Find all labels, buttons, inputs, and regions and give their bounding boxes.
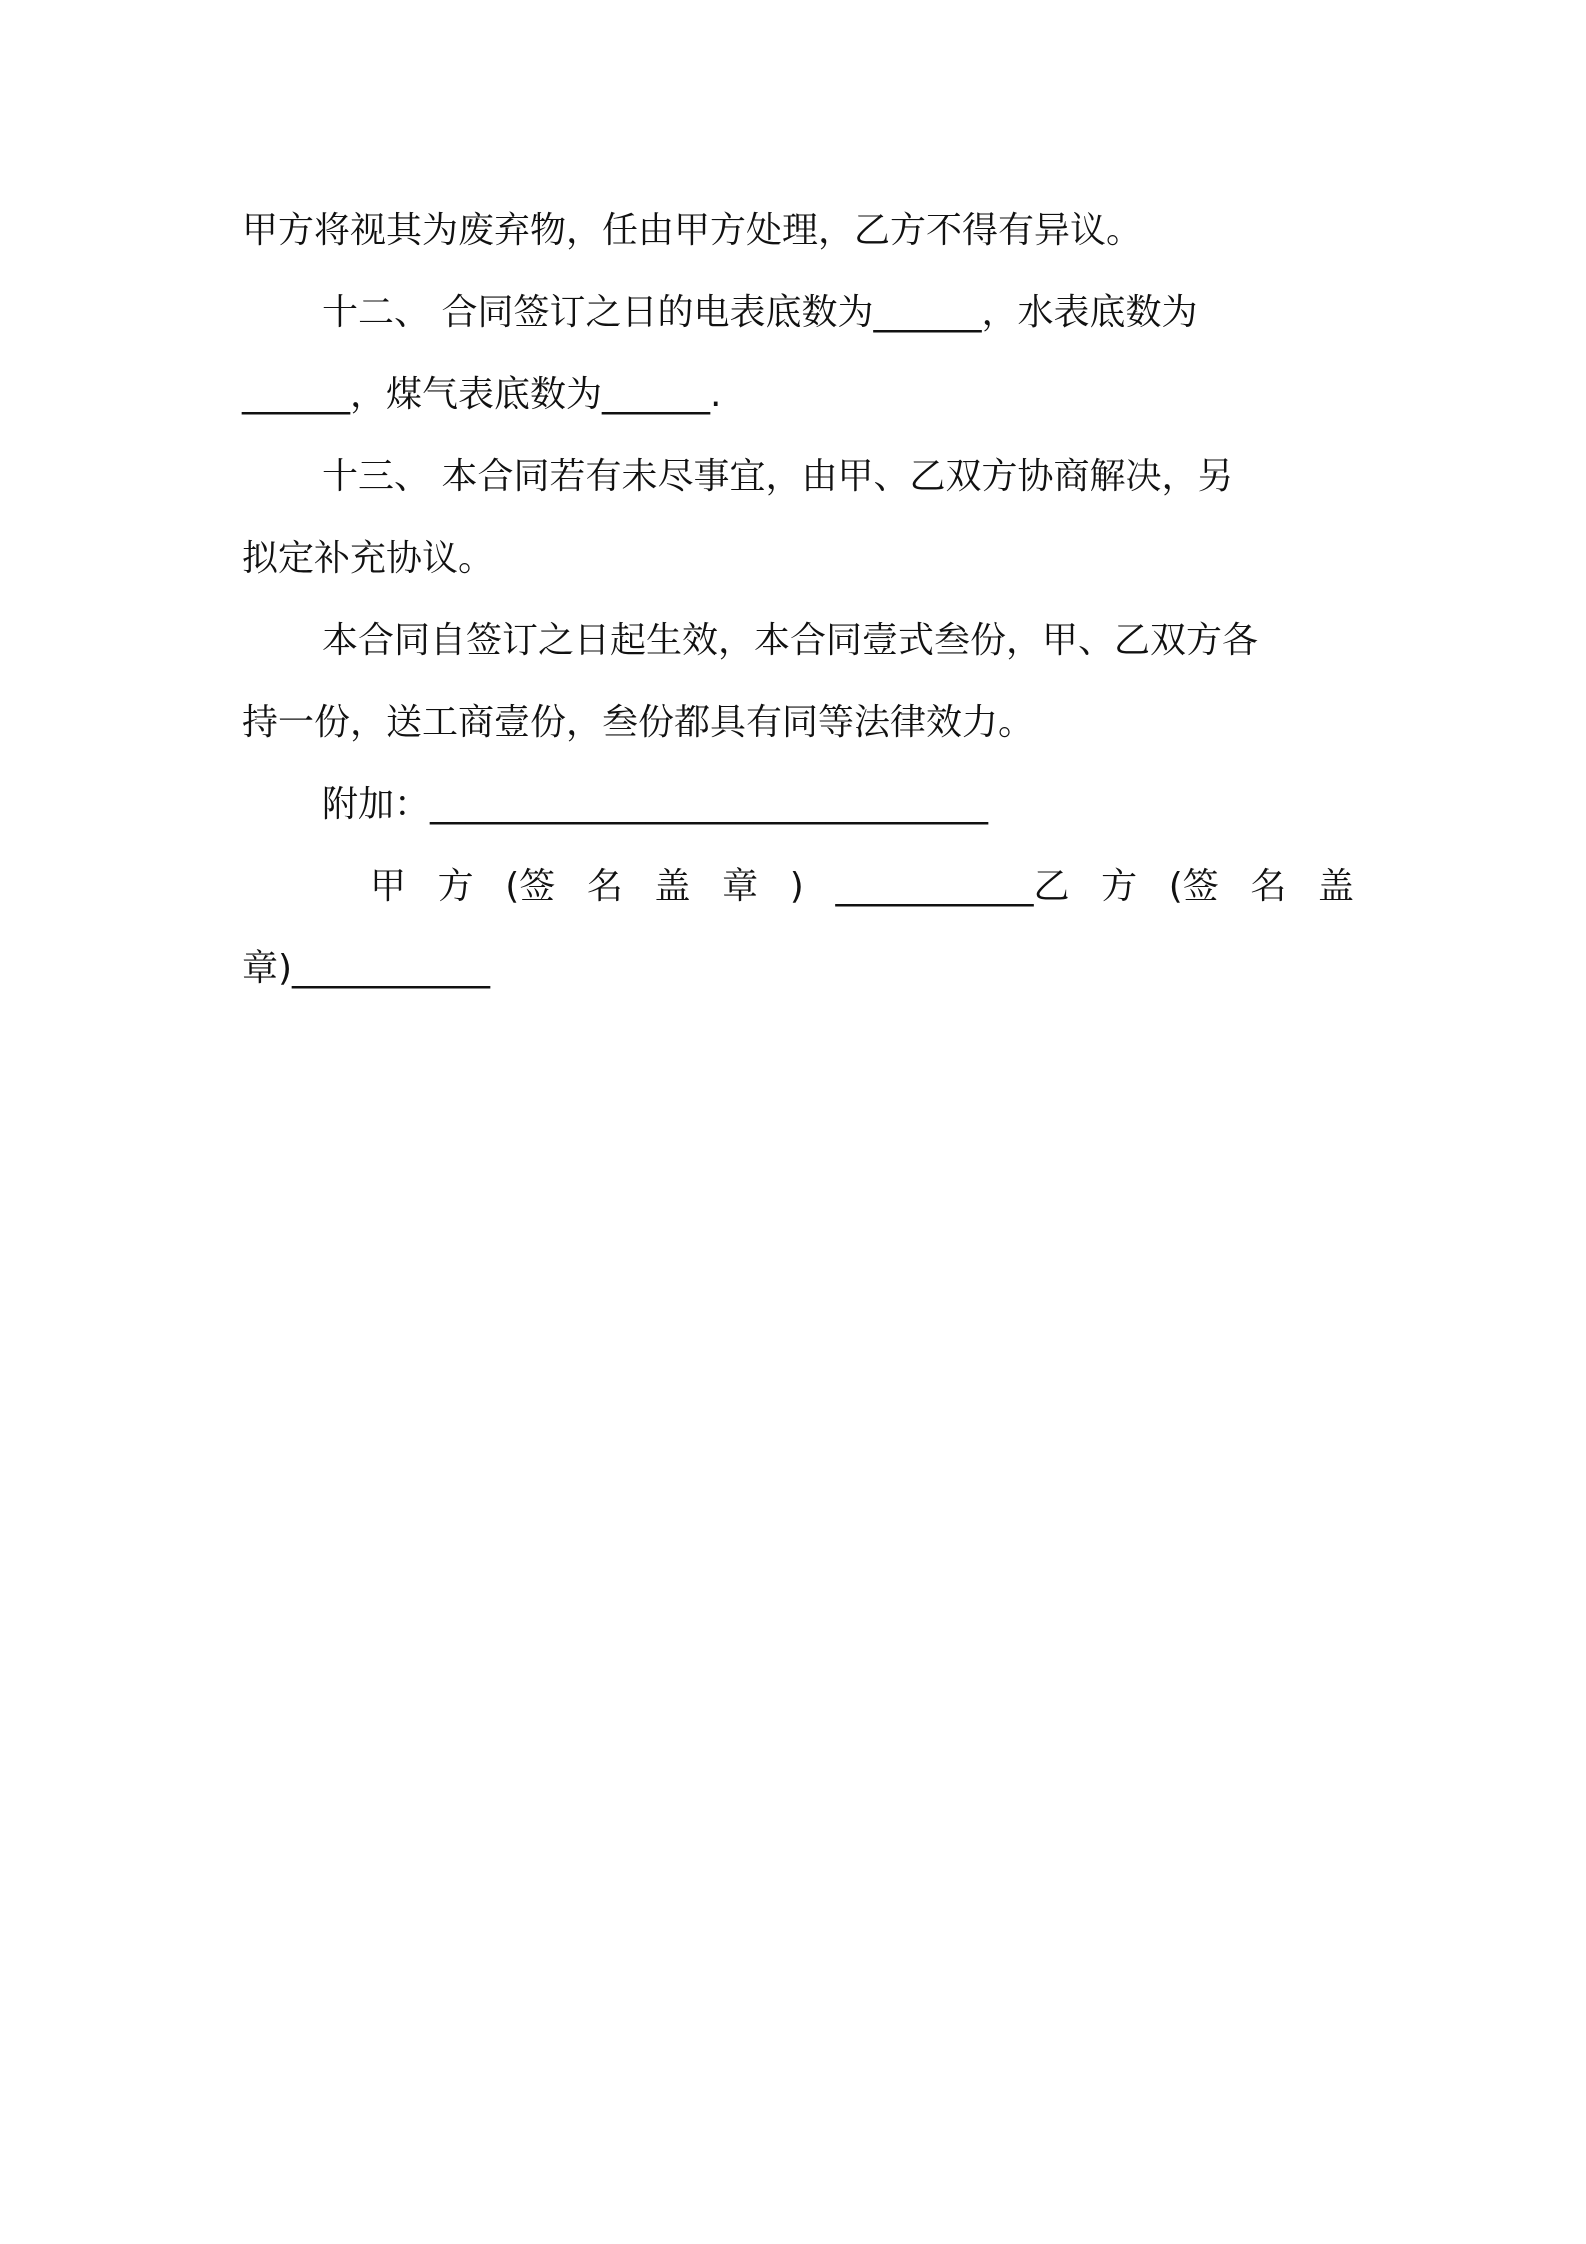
clause-13-line-1: 十三、 本合同若有未尽事宜，由甲、乙双方协商解决，另 xyxy=(322,456,1234,497)
clause-12-line-2: ______，煤气表底数为______. xyxy=(242,374,722,415)
effectiveness-line-1: 本合同自签订之日起生效，本合同壹式叁份，甲、乙双方各 xyxy=(322,620,1259,661)
clause-12-line-1: 十二、 合同签订之日的电表底数为______，水表底数为 xyxy=(322,292,1198,333)
clause-13-line-2: 拟定补充协议。 xyxy=(242,538,495,579)
signature-token: (签 xyxy=(1168,866,1219,907)
signature-token: 名 xyxy=(1250,866,1287,907)
signature-line xyxy=(242,846,1354,928)
signature-line-continuation: 章)___________ xyxy=(242,948,491,989)
signature-token: (签 xyxy=(505,866,556,907)
signature-token: 盖 xyxy=(654,866,691,907)
signature-token: 盖 xyxy=(1317,866,1354,907)
signature-token: ) xyxy=(789,866,804,907)
signature-token: 名 xyxy=(586,866,623,907)
addendum-line: 附加：_______________________________ xyxy=(322,784,989,825)
document-body xyxy=(242,190,1354,1010)
signature-token: 方 xyxy=(1101,866,1138,907)
signature-token: 甲 xyxy=(370,866,407,907)
effectiveness-line-2: 持一份，送工商壹份，叁份都具有同等法律效力。 xyxy=(242,702,1035,743)
clause-11-continuation: 甲方将视其为废弃物，任由甲方处理，乙方不得有异议。 xyxy=(242,210,1143,251)
signature-token: 方 xyxy=(437,866,474,907)
signature-token: ___________乙 xyxy=(835,866,1070,907)
signature-token: 章 xyxy=(722,866,759,907)
